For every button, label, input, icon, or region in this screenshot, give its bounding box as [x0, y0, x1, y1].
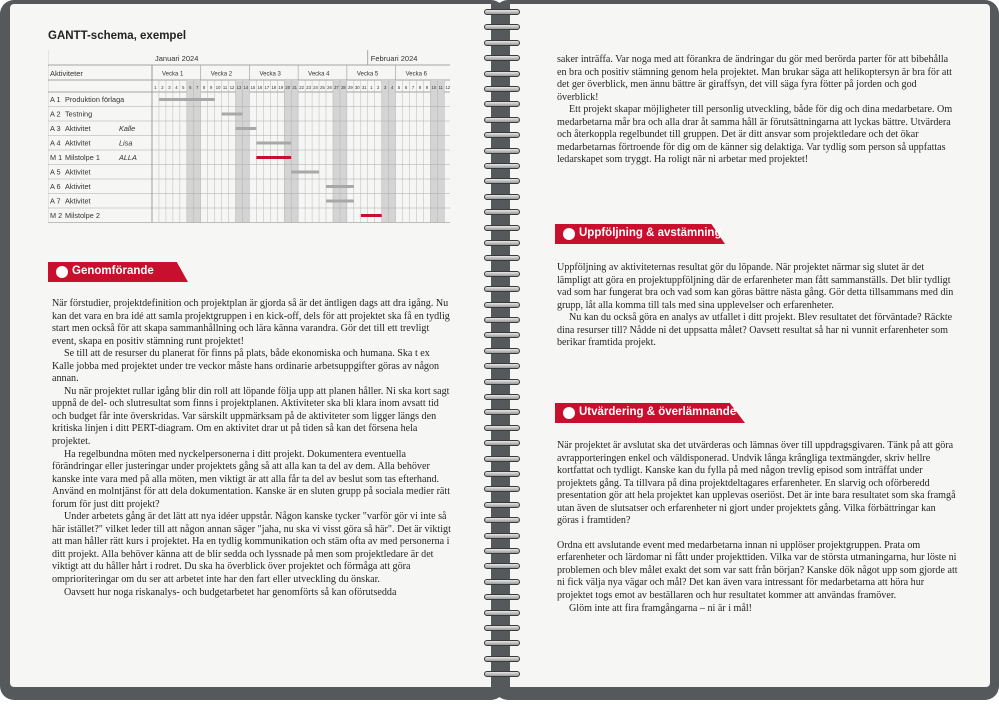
gantt-row-name: Aktivitet — [65, 138, 91, 148]
gantt-row-name: Aktivitet — [65, 124, 91, 133]
gantt-day-label: 8 — [203, 85, 206, 90]
spiral-coil — [482, 8, 522, 17]
gantt-day-label: 7 — [411, 85, 415, 90]
gantt-weekend-column — [437, 80, 444, 223]
gantt-day-label: 4 — [390, 85, 394, 90]
spiral-coil — [482, 362, 522, 371]
gantt-day-label: 17 — [264, 85, 270, 90]
gantt-row-code: M 1 — [50, 153, 63, 162]
section-title: Genomförande — [72, 265, 154, 277]
gantt-day-label: 31 — [361, 85, 367, 90]
paragraph: Under arbetets gång är det lätt att nya idéer uppstår. Någon kanske tycker "varför gör vi inte så här istället?" vilket leder till att någon annan säger "jaha, nu ska vi visst göra så här". Det är viktigt att man håller rätt kurs i projektet. Ha en tydlig kommunikation och stäm ofta av med personerna i ditt projekt. Alla behöver känna att de blir sedda och lyssnade på men som projektledare är det viktigt att du håller hårt i rodret. Du ska ha överblick över projektet och förmåga att göra omprioriteringar om du ser att arbetet inte har den fart eller utveckling du önskar. — [52, 511, 451, 586]
gantt-day-label: 7 — [196, 85, 199, 90]
gantt-row-code: A 6 — [50, 182, 61, 191]
gantt-weekend-column — [242, 80, 249, 223]
gantt-day-label: 12 — [229, 85, 235, 90]
spiral-binding — [482, 8, 522, 688]
gantt-weekend-column — [430, 80, 437, 223]
spiral-coil — [482, 254, 522, 263]
spiral-coil — [482, 501, 522, 510]
gantt-milestone-bar — [256, 156, 291, 159]
gantt-row-name: Milstolpe 2 — [65, 211, 100, 220]
paragraph: Oavsett hur noga riskanalys- och budgetarbetet har genomförts så kan oförutsedda — [64, 586, 397, 598]
gantt-day-label: 22 — [299, 85, 304, 90]
paragraph: saker inträffa. Var noga med att förankra de ändringar du gör med berörda parter för att bibehålla en bra och positiv stämning genom hela projektet. Man brukar säga att helikoptersyn är bra för att det ger överblick, men ännu bättre är giraffsyn, det vill säga fyra fötter på jorden och god överblick! — [557, 54, 952, 103]
gantt-day-label: 11 — [438, 85, 444, 90]
gantt-row-code: A 5 — [50, 167, 61, 177]
spiral-coil — [482, 239, 522, 248]
gantt-activity-bar — [291, 171, 319, 174]
gantt-title: GANTT-schema, exempel — [48, 30, 187, 42]
gantt-day-label: 3 — [168, 85, 171, 90]
gantt-day-label: 26 — [327, 85, 332, 90]
gantt-day-label: 9 — [209, 85, 213, 90]
right-section3-text — [557, 440, 959, 615]
gantt-month-label: Februari 2024 — [370, 54, 418, 63]
paragraph: Ha regelbundna möten med nyckelpersonerna i ditt projekt. Dokumentera eventuella förändringar eller justeringar under projektets gång så att alla kan ta del av dem. Alla behöver kanske inte vara med på alla möten, men viktigt är att alla får ta del av beslut som tas efterhand. Använd en molntjänst för att dela dokumentation. Kanske är en sluten grupp på sociala medier rätt forum för just ditt projekt? — [52, 448, 451, 510]
spiral-coil — [482, 54, 522, 63]
spiral-coil — [482, 455, 522, 464]
gantt-day-label: 20 — [285, 85, 291, 90]
gantt-activity-bar — [326, 200, 354, 203]
gantt-row-person: Lisa — [119, 138, 133, 148]
gantt-day-label: 5 — [182, 85, 185, 90]
gantt-day-label: 9 — [425, 85, 429, 90]
left-body-text — [52, 298, 452, 599]
spiral-coil — [482, 193, 522, 202]
spiral-coil — [482, 177, 522, 186]
gantt-day-label: 25 — [320, 85, 325, 90]
spiral-coil — [482, 578, 522, 587]
gantt-day-label: 3 — [383, 85, 387, 90]
spiral-coil — [482, 23, 522, 32]
spiral-coil — [482, 547, 522, 556]
gantt-week-label: Vecka 4 — [308, 71, 330, 78]
paragraph: När förstudier, projektdefinition och projektplan är gjorda så är det äntligen dags att dra igång. Nu kan det vara en bra idé att samla projektgruppen i en kick-off, dels för att projektet ska få en tydlig start men också för att skapa sammanhållning och lära känna varandra. Gör det till ett trevligt event, skapa en positiv stämning runt projektet! — [52, 298, 450, 347]
gantt-week-label: Vecka 3 — [259, 71, 281, 78]
gantt-activity-bar — [222, 113, 243, 116]
paragraph: När projektet är avslutat ska det utvärderas och lämnas över till uppdragsgivaren. Tänk på att göra avrapporteringen enkel och väldisponerad. Undvik långa krångliga textmängder, skriv hellre kortfattat och tydligt. Kanske kan du fylla på med någon trevlig episod som inträffat under projektets gång. Ta tillvara på dina projektdeltagares erfarenheter. En slarvig och oförberedd presentation gör att hela projektet kan upplevas oseriöst. Det är inte bara resultatet som ska framgå utan även de slutsatser och erfarenheter ni gjort under projektets gång. Vilka förbättringar kan göras i framtiden? — [557, 440, 956, 527]
gantt-weekend-column — [187, 80, 194, 223]
gantt-day-label: 12 — [445, 85, 450, 90]
gantt-day-label: 5 — [397, 85, 401, 90]
gantt-row-code: A 1 — [50, 95, 61, 104]
gantt-day-label: 4 — [175, 85, 178, 90]
spiral-coil — [482, 562, 522, 571]
spiral-coil — [482, 532, 522, 541]
gantt-row-code: A 4 — [50, 138, 61, 148]
spiral-coil — [482, 408, 522, 417]
gantt-day-label: 1 — [370, 85, 373, 90]
gantt-weekend-column — [284, 80, 291, 223]
spiral-coil — [482, 655, 522, 664]
spiral-coil — [482, 624, 522, 633]
gantt-row-code: M 2 — [50, 211, 63, 220]
gantt-day-label: 16 — [257, 85, 263, 90]
gantt-day-label: 29 — [348, 85, 353, 90]
paragraph: Ett projekt skapar möjligheter till personlig utveckling, både för dig och dina medarbetare. Om medarbetarna mår bra och alla drar åt samma håll är förutsättningarna att lyckas bättre. Utvärdera och återkoppla regelbundet till gruppen. Det är ditt ansvar som projektledare och det ökar medarbetarnas förtroende för dig om de känner sig delaktiga. Var tydlig som person så uppfattas ledarskapet som tryggt. Ha roligt när ni arbetar med projektet! — [557, 104, 953, 166]
gantt-row-person: ALLA — [119, 153, 137, 162]
section-banner-utvardering — [555, 403, 745, 423]
spiral-coil — [482, 270, 522, 279]
spiral-coil — [482, 347, 522, 356]
spiral-coil — [482, 670, 522, 679]
bullet-icon — [56, 266, 68, 278]
gantt-day-label: 10 — [215, 85, 221, 90]
spiral-coil — [482, 131, 522, 140]
spiral-coil — [482, 424, 522, 433]
gantt-row-name: Aktivitet — [65, 196, 91, 206]
paragraph: Uppföljning av aktiviteternas resultat gör du löpande. När projektet närmar sig slutet är det lämpligt att göra en projektuppföljning där de erfarenheter man fått sammanställs. Det blir tydligt vad som har fungerat bra och vad som kan göras bättre nästa gång. Gör detta tillsammans med din grupp, låt alla komma till tals med sina upplevelser och erfarenheter. — [557, 262, 954, 311]
gantt-day-label: 2 — [377, 85, 380, 90]
spiral-coil — [482, 39, 522, 48]
gantt-day-label: 11 — [222, 85, 228, 90]
gantt-row-name: Testning — [65, 109, 93, 119]
gantt-activities-header: Aktiviteter — [50, 69, 83, 78]
gantt-milestone-bar — [361, 214, 382, 217]
gantt-week-label: Vecka 6 — [405, 71, 427, 78]
gantt-day-label: 14 — [243, 85, 249, 90]
gantt-day-label: 8 — [418, 85, 422, 90]
section-banner-uppfoljning — [555, 224, 725, 244]
spiral-coil — [482, 147, 522, 156]
gantt-weekend-column — [389, 80, 396, 223]
spiral-coil — [482, 85, 522, 94]
gantt-weekend-column — [291, 80, 298, 223]
gantt-day-label: 6 — [189, 85, 192, 90]
gantt-weekend-column — [194, 80, 201, 223]
gantt-day-label: 1 — [154, 85, 157, 90]
gantt-week-label: Vecka 2 — [210, 71, 233, 78]
spiral-coil — [482, 593, 522, 602]
spiral-coil — [482, 301, 522, 310]
paragraph: Se till att de resurser du planerat för finns på plats, både ekonomiska och humana. Ska t ex Kalle jobba med projektet under tre veckor måste hans ordinarie arbetsuppgifter göras av någon annan. — [52, 348, 440, 385]
spiral-coil — [482, 316, 522, 325]
gantt-row-name: Produktion förlaga — [65, 95, 125, 104]
gantt-activity-bar — [159, 98, 215, 101]
gantt-day-label: 6 — [404, 85, 408, 90]
spiral-coil — [482, 162, 522, 171]
section-title: Uppföljning & avstämning — [579, 227, 722, 239]
spiral-coil — [482, 331, 522, 340]
paragraph: Ordna ett avslutande event med medarbetarna innan ni upplöser projektgruppen. Prata om erfarenheter och lärdomar ni fått under projekttiden. Vilka var de största utmaningarna, hur löste ni problemen och blev målet exakt det som var satt från början? Kanske dök något upp som gjorde att ni fick välja nya vägar och mål? Det kan även vara intressant för medarbetarna att höra hur projektet togs emot av beställaren och hur resultatet kommer att användas framöver. — [557, 539, 958, 602]
gantt-weekend-column — [236, 80, 243, 223]
gantt-day-label: 10 — [431, 85, 437, 90]
gantt-day-label: 27 — [334, 85, 339, 90]
section-banner-genomforande — [48, 262, 188, 282]
gantt-row-code: A 7 — [50, 196, 61, 206]
gantt-day-label: 24 — [313, 85, 318, 90]
spiral-coil — [482, 378, 522, 387]
spiral-coil — [482, 208, 522, 217]
spiral-coil — [482, 609, 522, 618]
gantt-activity-bar — [236, 127, 257, 130]
gantt-day-label: 18 — [271, 85, 277, 90]
bullet-icon — [563, 228, 575, 240]
gantt-day-label: 23 — [306, 85, 311, 90]
gantt-row-name: Aktivitet — [65, 167, 91, 177]
gantt-day-label: 21 — [292, 85, 298, 90]
gantt-activity-bar — [256, 142, 291, 145]
gantt-day-label: 30 — [354, 85, 360, 90]
gantt-activity-bar — [326, 185, 354, 188]
right-section2-text — [557, 262, 959, 350]
spiral-coil — [482, 70, 522, 79]
spiral-coil — [482, 470, 522, 479]
gantt-chart — [48, 50, 450, 233]
section-title: Utvärdering & överlämnande — [579, 406, 737, 418]
spiral-coil — [482, 285, 522, 294]
spiral-coil — [482, 224, 522, 233]
spiral-coil — [482, 516, 522, 525]
gantt-day-label: 2 — [161, 85, 164, 90]
gantt-month-label: Januari 2024 — [155, 54, 199, 63]
spiral-coil — [482, 485, 522, 494]
gantt-weekend-column — [382, 80, 389, 223]
spiral-coil — [482, 116, 522, 125]
gantt-row-person: Kalle — [119, 124, 136, 133]
gantt-day-label: 28 — [341, 85, 346, 90]
gantt-row-code: A 2 — [50, 109, 61, 119]
spiral-coil — [482, 100, 522, 109]
paragraph: Nu när projektet rullar igång blir din roll att löpande följa upp att planen håller. Ni ska kort sagt uppnå de del- och slutresultat som finns i projektplanen. Aktiviteter ska bli klara inom avsatt tid och budget får inte överskridas. Var särskilt uppmärksam på de aktiviteter som ligger längs den kritiska linjen i ditt PERT-diagram. Om en aktivitet drar ut på tiden så kan det försena hela projektet. — [52, 385, 450, 448]
spiral-coil — [482, 439, 522, 448]
gantt-day-label: 13 — [236, 85, 242, 90]
paragraph: Glöm inte att fira framgångarna – ni är i mål! — [569, 602, 753, 614]
gantt-row-code: A 3 — [50, 124, 61, 133]
gantt-week-label: Vecka 5 — [356, 71, 379, 78]
paragraph: Nu kan du också göra en analys av utfallet i ditt projekt. Blev resultatet det förväntade? Räckte dina resurser till? Nådde ni det uppsatta målet? Oavsett resultat så har ni vunnit erfarenheter som berikar framtida projekt. — [557, 312, 953, 349]
gantt-row-name: Aktivitet — [65, 182, 91, 191]
spiral-coil — [482, 639, 522, 648]
right-intro-text — [557, 54, 959, 167]
spiral-coil — [482, 393, 522, 402]
gantt-day-label: 15 — [250, 85, 256, 90]
gantt-week-label: Vecka 1 — [162, 71, 184, 78]
gantt-row-name: Milstolpe 1 — [65, 153, 100, 162]
gantt-day-label: 19 — [278, 85, 284, 90]
bullet-icon — [563, 407, 575, 419]
